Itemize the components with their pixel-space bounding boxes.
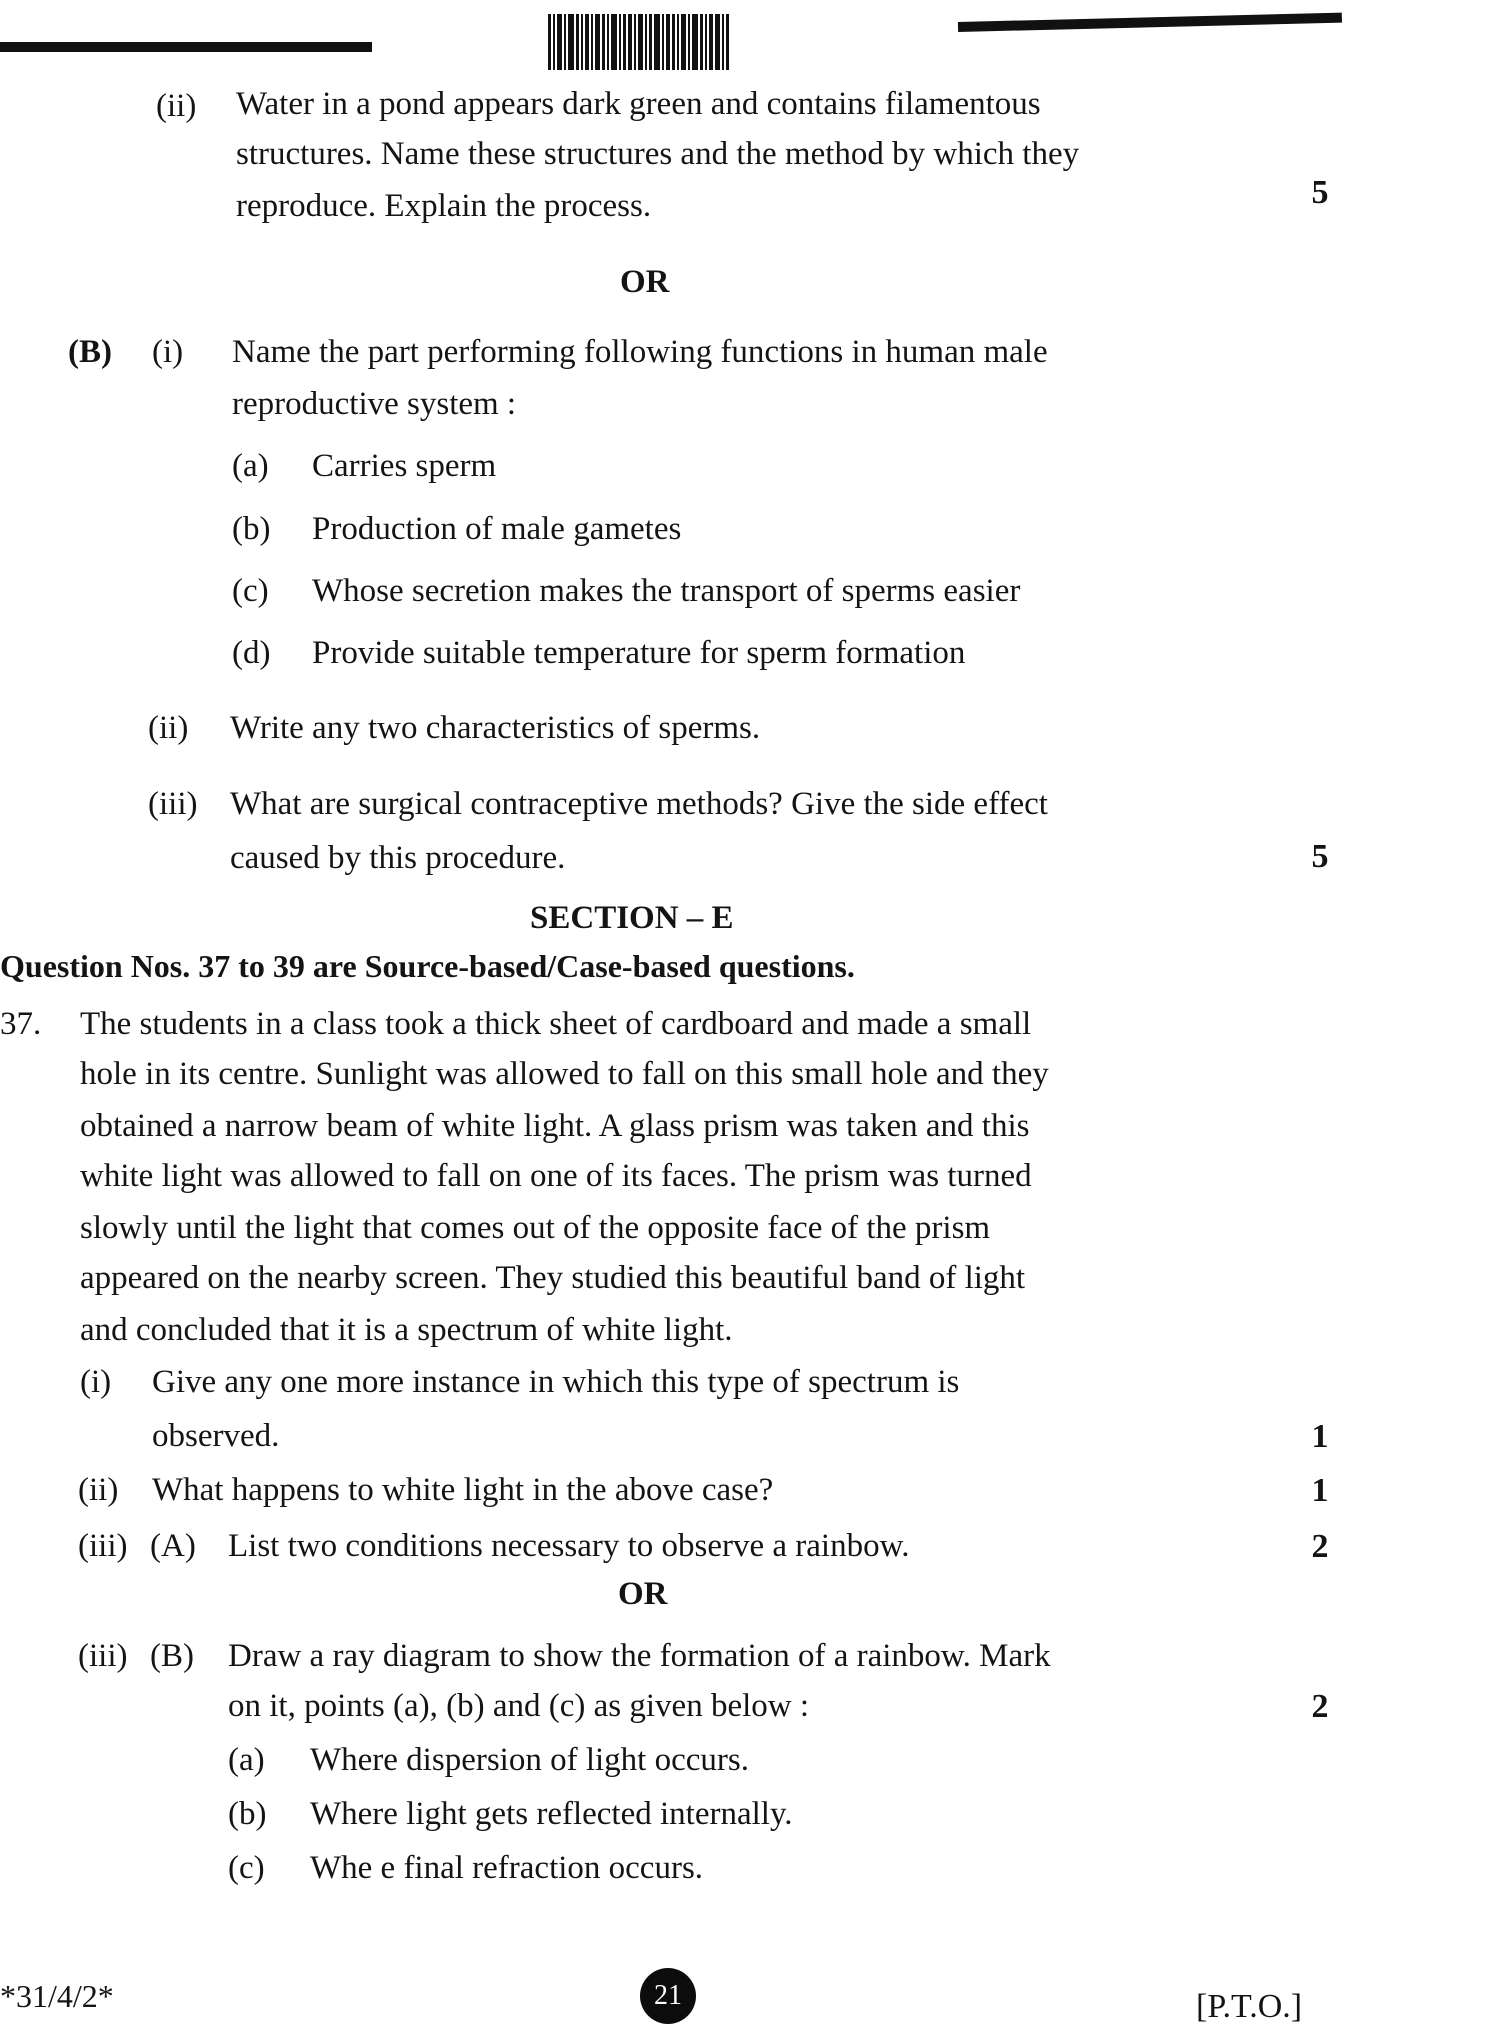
item-label: (c)	[228, 1850, 265, 1886]
marks: 5	[1311, 174, 1329, 211]
question-text-line: Water in a pond appears dark green and contains filamentous	[236, 86, 1041, 122]
item-text: Whose secretion makes the transport of sperms easier	[312, 573, 1021, 609]
passage-line: hole in its centre. Sunlight was allowed to fall on this small hole and they	[80, 1056, 1049, 1092]
or-separator: OR	[620, 264, 670, 300]
barcode-icon	[548, 14, 784, 70]
section-title: SECTION – E	[530, 900, 734, 936]
question-text-line: caused by this procedure.	[230, 840, 566, 876]
marks: 2	[1311, 1528, 1329, 1565]
item-label: (d)	[232, 635, 271, 671]
question-number: (iii)	[78, 1638, 128, 1674]
item-text: Production of male gametes	[312, 511, 682, 547]
question-number: (i)	[152, 334, 184, 370]
question-text-line: What are surgical contraceptive methods? Give the side effect	[230, 786, 1048, 822]
item-label: (c)	[232, 573, 269, 609]
item-text: Carries sperm	[312, 448, 497, 484]
passage-line: obtained a narrow beam of white light. A glass prism was taken and this	[80, 1108, 1030, 1144]
passage-line: appeared on the nearby screen. They studied this beautiful band of light	[80, 1260, 1026, 1296]
please-turn-over: [P.T.O.]	[1196, 1988, 1303, 2025]
header-rule-left	[0, 42, 372, 52]
item-label: (a)	[232, 448, 269, 484]
question-text-line: structures. Name these structures and the method by which they	[236, 136, 1080, 172]
item-text: Where light gets reflected internally.	[310, 1796, 793, 1832]
marks: 1	[1311, 1472, 1329, 1509]
question-text-line: reproductive system :	[232, 386, 517, 422]
item-text: Where dispersion of light occurs.	[310, 1742, 749, 1778]
question-text-line: reproduce. Explain the process.	[236, 188, 652, 224]
page-number: 21	[654, 1980, 682, 2011]
passage-line: white light was allowed to fall on one of its faces. The prism was turned	[80, 1158, 1032, 1194]
paper-code: *31/4/2*	[0, 1978, 114, 2014]
question-number: (i)	[80, 1364, 112, 1400]
option-label: (B)	[68, 334, 112, 370]
option-label: (B)	[150, 1638, 194, 1674]
question-number: (ii)	[78, 1472, 119, 1508]
question-number: (ii)	[156, 88, 197, 124]
question-text-line: on it, points (a), (b) and (c) as given below :	[228, 1688, 810, 1724]
passage-line: slowly until the light that comes out of the opposite face of the prism	[80, 1210, 991, 1246]
item-label: (a)	[228, 1742, 265, 1778]
question-text: Write any two characteristics of sperms.	[230, 710, 761, 746]
item-text: Provide suitable temperature for sperm formation	[312, 635, 966, 671]
question-number: (iii)	[78, 1528, 128, 1564]
question-text-line: Give any one more instance in which this type of spectrum is	[152, 1364, 960, 1400]
header-rule-right	[958, 13, 1342, 32]
or-separator: OR	[618, 1576, 668, 1612]
question-number: (ii)	[148, 710, 189, 746]
page-number-badge	[640, 1968, 696, 2024]
question-text-line: Draw a ray diagram to show the formation of a rainbow. Mark	[228, 1638, 1051, 1674]
passage-line: The students in a class took a thick sheet of cardboard and made a small	[80, 1006, 1032, 1042]
question-number: (iii)	[148, 786, 198, 822]
item-label: (b)	[228, 1796, 267, 1832]
question-text-line: observed.	[152, 1418, 280, 1454]
marks: 2	[1311, 1688, 1329, 1725]
passage-line: and concluded that it is a spectrum of white light.	[80, 1312, 733, 1348]
question-text: List two conditions necessary to observe a rainbow.	[228, 1528, 910, 1564]
marks: 5	[1311, 838, 1329, 875]
question-text-line: Name the part performing following functions in human male	[232, 334, 1048, 370]
question-text: What happens to white light in the above case?	[152, 1472, 774, 1508]
item-text: Whe e final refraction occurs.	[310, 1850, 704, 1886]
marks: 1	[1311, 1418, 1329, 1455]
item-label: (b)	[232, 511, 271, 547]
section-instruction: Question Nos. 37 to 39 are Source-based/Case-based questions.	[0, 948, 855, 984]
question-number: 37.	[0, 1006, 42, 1042]
option-label: (A)	[150, 1528, 196, 1564]
